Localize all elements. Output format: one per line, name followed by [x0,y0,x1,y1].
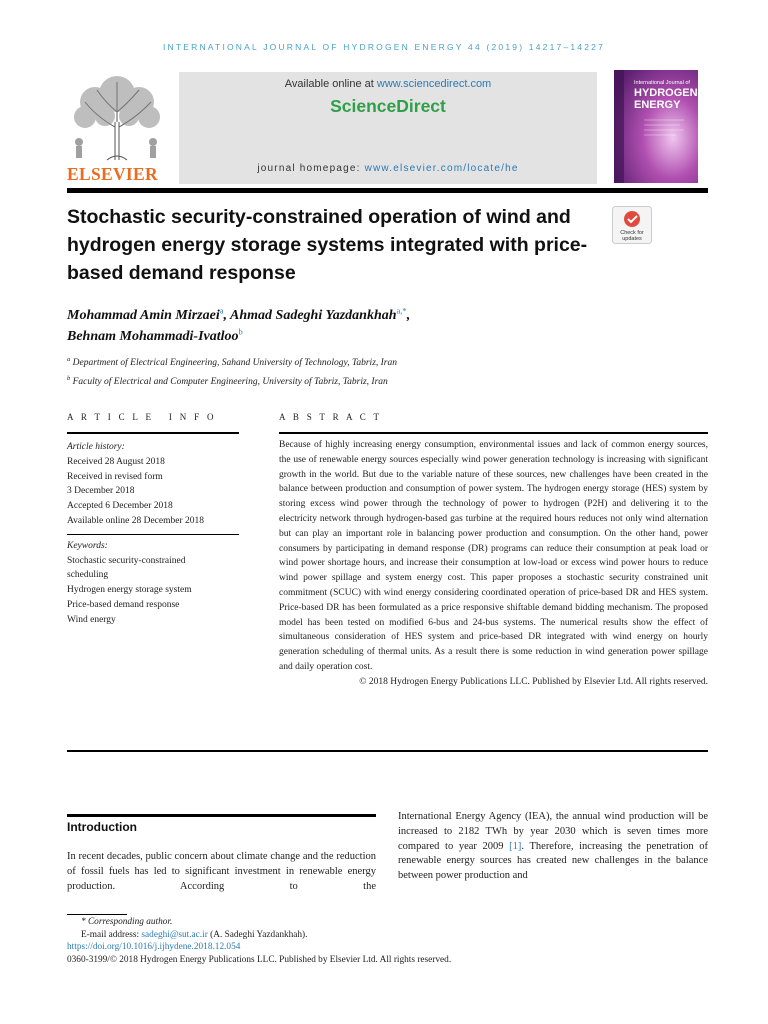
available-online-line [179,78,597,90]
author-name: Mohammad Amin Mirzaei [67,308,220,323]
journal-cover-image [614,70,698,183]
keywords-label: Keywords: [67,540,108,551]
abstract-copyright: © 2018 Hydrogen Energy Publications LLC. Published by Elsevier Ltd. All rights reserved. [359,676,708,687]
article-history-label: Article history: [67,442,125,452]
available-prefix: Available online at [284,78,377,90]
abstract-rule [279,432,708,434]
elsevier-wordmark: ELSEVIER [67,164,158,184]
footnote [67,916,707,966]
affiliation-text: Department of Electrical Engineering, Sahand University of Technology, Tabriz, Iran [72,358,398,369]
affiliation-text: Faculty of Electrical and Computer Engineering, University of Tabriz, Tabriz, Iran [72,377,388,388]
keyword-item: Wind energy [67,614,116,625]
email-link[interactable]: sadeghi@sut.ac.ir [141,929,208,940]
article-info-heading: A R T I C L E I N F O [67,412,217,422]
author-name: Ahmad Sadeghi Yazdankhah [230,308,397,323]
author-affiliation-mark[interactable]: a [219,305,224,316]
front-matter-divider [67,750,708,752]
affiliation-b [67,371,667,390]
abstract-body [279,438,708,690]
check-for-updates-badge[interactable] [612,206,652,244]
article-info-rule [67,432,239,434]
abstract-heading: A B S T R A C T [279,412,382,422]
keyword-item: Hydrogen energy storage system [67,585,192,596]
keyword-item: Price-based demand response [67,599,180,610]
history-item: Received in revised form [67,471,163,482]
intro-right-text: International Energy Agency (IEA), the annual wind production will be increased to 2182 TWh by year 2030 which is seven times more compared to year 2009 [398,811,708,852]
introduction-right-column [398,810,708,884]
check-for-updates-icon [624,211,640,227]
homepage-prefix: journal homepage: [257,163,365,174]
journal-homepage-line [179,163,597,174]
keyword-item: scheduling [67,570,109,581]
cover-line2: HYDROGEN [634,87,698,99]
email-suffix: (A. Sadeghi Yazdankhah). [207,929,308,940]
affiliation-mark: b [67,375,71,383]
history-item: Available online 28 December 2018 [67,515,204,526]
introduction-heading: Introduction [67,820,137,834]
history-item: 3 December 2018 [67,486,135,497]
issn-copyright-line: 0360-3199/© 2018 Hydrogen Energy Publications LLC. Published by Elsevier Ltd. All rights reserved. [67,954,452,965]
affiliations [67,352,667,390]
cover-line3: ENERGY [634,99,681,111]
cover-line1: International Journal of [634,80,690,86]
header-divider [67,188,708,193]
sciencedirect-link[interactable]: www.sciencedirect.com [376,78,492,90]
affiliation-mark: a [67,356,71,363]
check-badge-line2: updates [622,236,642,242]
journal-homepage-link[interactable]: www.elsevier.com/locate/he [364,163,519,174]
history-item: Received 28 August 2018 [67,456,165,467]
article-info-panel [67,440,242,628]
affiliation-a [67,352,667,371]
paper-title: Stochastic security-constrained operation of wind and hydrogen energy storage systems integrated with price-based demand response [67,206,588,284]
author-affiliation-mark[interactable]: b [238,326,243,337]
author-affiliation-mark[interactable]: a,* [396,305,407,316]
introduction-rule [67,814,376,817]
email-prefix: E-mail address: [81,929,142,940]
author-separator: , [223,308,231,323]
journal-running-header: INTERNATIONAL JOURNAL OF HYDROGEN ENERGY 44 (2019) 14217–14227 [162,42,606,52]
history-item: Accepted 6 December 2018 [67,501,173,512]
corresponding-author-note: * Corresponding author. [81,917,173,927]
doi-link[interactable]: https://doi.org/10.1016/j.ijhydene.2018.12.054 [67,942,241,952]
check-badge-line1: Check for [620,230,644,236]
introduction-left-column: In recent decades, public concern about climate change and the reduction of fossil fuels has led to significant investment in renewable energy production. According to the [67,851,376,892]
author-separator: , [406,308,411,323]
keywords-rule [67,534,239,535]
intro-right-text-cont: . Therefore, increasing the penetration of renewable energy sources has created new challenges in the balance between power production and [398,840,708,882]
abstract-text: Because of highly increasing energy consumption, environmental issues and lack of common energy sources, the use of renewable energy sources especially wind power generation technology is increasing with significant growth in the world. But due to the variable nature of these sources, new challenges have been created in the balance between production and consumption of power system. The hydrogen energy storage (HES) system by storing excess wind power through the technology of power to hydrogen (P2H) and delivering it to the electricity network through hydrogen-based gas turbine at the required hours reduces not only wind alternation but can play an important role in balancing power production and consumption. On the other hand, power consumers by participating in demand response (DR) programs can reduce their consumption at peak load or wind power shortage hours, and increase their consumption at low-load or excess wind power hours to reduce wind power spillage and system energy cost. This paper proposes a stochastic security constrained unit commitment (SCUC) with wind energy considering coordinated operation of price-based DR and HES system. Price-based DR has been formulated as a price responsive shiftable demand bidding mechanism. The proposed model has been tested on modified 6-bus and 24-bus systems. The numerical results show the effect of simultaneous consideration of HES system and price-based DR integrated with wind energy on hourly generation scheduling of thermal units. As a result there is some reduction in wind generation power spillage and daily operation cost. [279,440,708,672]
author-name: Behnam Mohammadi-Ivatloo [67,329,239,344]
author-list [67,305,667,347]
reference-link[interactable]: [1] [509,840,522,852]
sciencedirect-logo-text: ScienceDirect [330,96,446,116]
footnote-rule [67,914,127,915]
email-line [67,929,707,942]
keyword-item: Stochastic security-constrained [67,555,186,566]
